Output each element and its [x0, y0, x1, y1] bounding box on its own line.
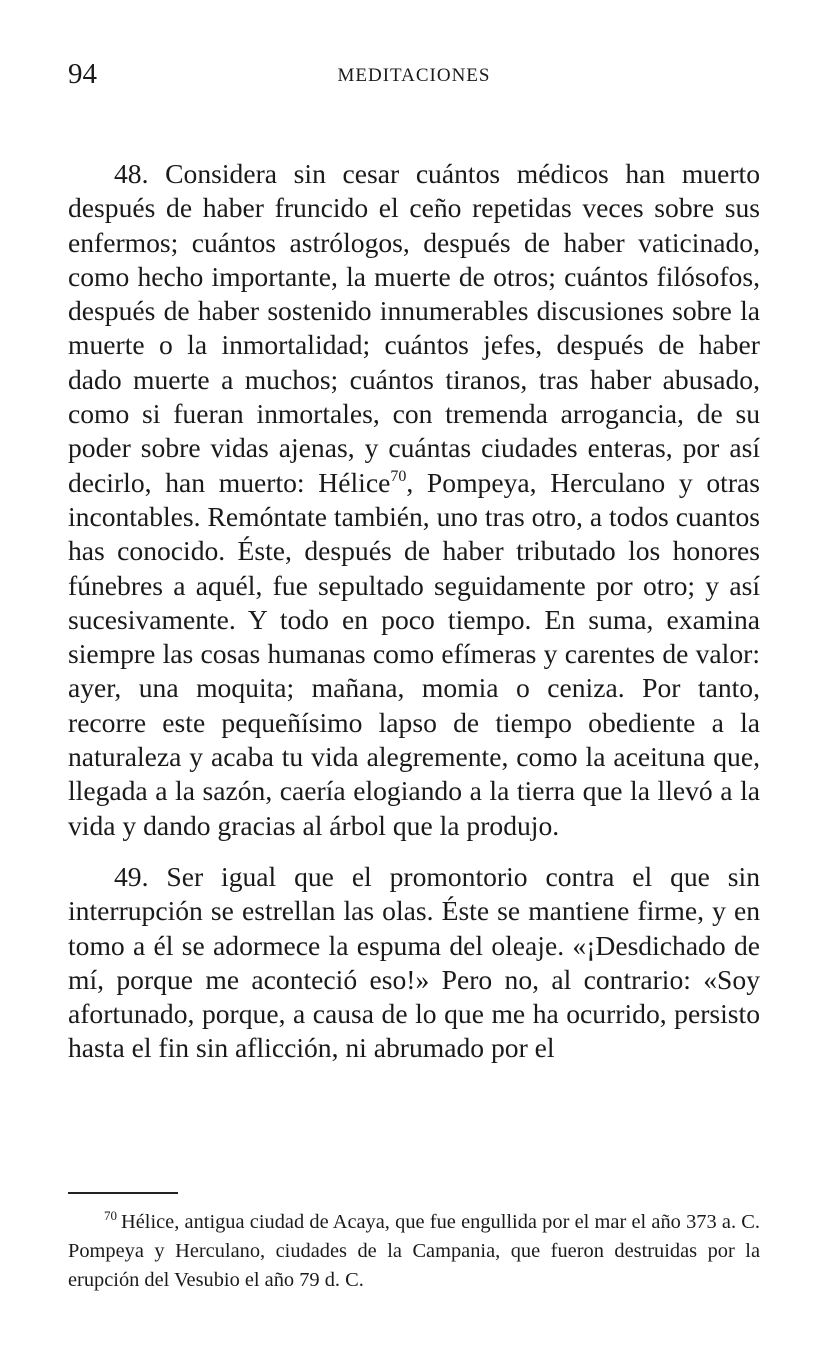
paragraph-48-text-end: , Pompeya, Herculano y otras incontables. Remóntate también, uno tras otro, a todos cuantos has conocido. Éste, después de haber tributado los honores fúnebres a aquél, fue sepultado seguidamente por otro; y así sucesivamente. Y todo en poco tiempo. En suma, examina siempre las cosas humanas como efímeras y carentes de valor: ayer, una moquita; mañana, momia o ceniza. Por tanto, recorre este pequeñísimo lapso de tiempo obediente a la naturaleza y acaba tu vida alegremente, como la aceituna que, llegada a la sazón, caería elogiando a la tierra que la llevó a la vida y dando gracias al árbol que la produjo.: [68, 466, 760, 841]
footnote-reference: 70: [390, 467, 407, 485]
footnote-divider: [68, 1192, 178, 1194]
body-text: [68, 157, 760, 1066]
footnote: [68, 1208, 760, 1295]
paragraph-49: 49. Ser igual que el promontorio contra el que sin interrupción se estrellan las olas. Éste se mantiene firme, y en tomo a él se adormece la espuma del oleaje. «¡Desdichado de mí, porque me aconteció eso!» Pero no, al contrario: «Soy afortunado, porque, a causa de lo que me ha ocurrido, persisto hasta el fin sin aflicción, ni abrumado por el: [68, 860, 760, 1064]
running-head: MEDITACIONES: [337, 65, 491, 86]
paragraph-48: [68, 157, 760, 843]
footnote-number: 70: [104, 1208, 117, 1223]
paragraph-48-text-start: 48. Considera sin cesar cuántos médicos han muerto después de haber fruncido el ceño repetidas veces sobre sus enfermos; cuántos astrólogos, después de haber vaticinado, como hecho importante, la muerte de otros; cuántos filósofos, después de haber sostenido innumerables discusiones sobre la muerte o la inmortalidad; cuántos jefes, después de haber dado muerte a muchos; cuántos tiranos, tras haber abusado, como si fueran inmortales, con tremenda arrogancia, de su poder sobre vidas ajenas, y cuántas ciudades enteras, por así decirlo, han muerto: Hélice: [68, 158, 760, 498]
footnote-text: Hélice, antigua ciudad de Acaya, que fue engullida por el mar el año 373 a. C. Pompeya y Herculano, ciudades de la Campania, que fueron destruidas por la erupción del Vesubio el año 79 d. C.: [68, 1211, 760, 1291]
page-number: 94: [68, 58, 97, 90]
